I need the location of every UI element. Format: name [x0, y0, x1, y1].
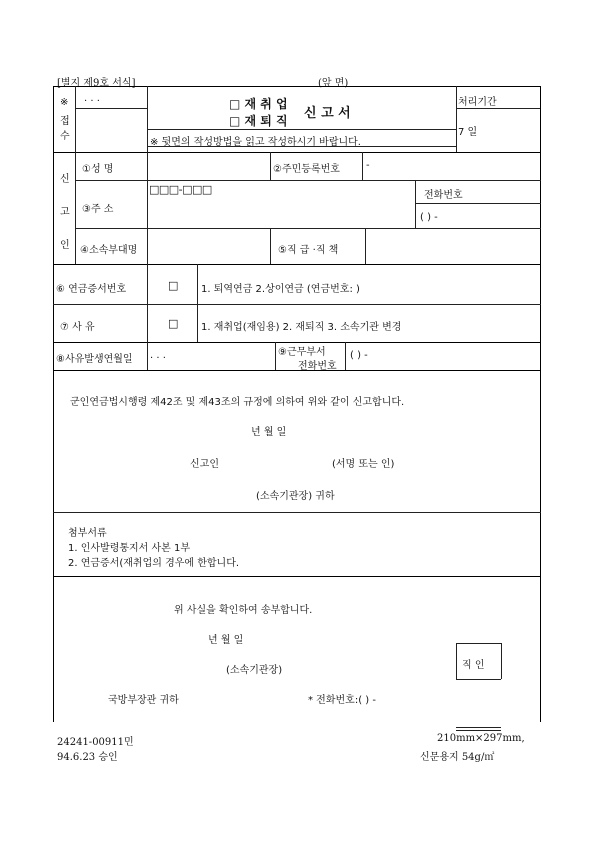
occurrence-date-field[interactable]: . . .: [150, 350, 166, 361]
reporter-label: 신고인: [190, 459, 219, 470]
title-option-reemployment[interactable]: □ 재 취 업: [229, 97, 288, 111]
pension-options[interactable]: 1. 퇴역연금 2.상이연금 (연금번호: ): [201, 284, 360, 295]
rank-field[interactable]: [368, 231, 538, 261]
form-code: 24241-00911민: [57, 737, 134, 748]
rrn-field[interactable]: -: [366, 160, 370, 171]
unit-label: ④소속부대명: [80, 245, 138, 256]
confirmation-date[interactable]: 년 월 일: [208, 635, 244, 646]
attachment-item-2: 2. 연금증서(재취업의 경우에 한합니다.: [68, 558, 240, 569]
paper-type: 신문용지 54g/㎡: [420, 752, 495, 763]
pension-checkbox[interactable]: □: [168, 279, 179, 292]
form-number: [별지 제9호 서식]: [57, 78, 136, 89]
official-seal-box[interactable]: 직 인: [462, 660, 485, 671]
reason-options[interactable]: 1. 재취업(재임용) 2. 재퇴직 3. 소속기관 변경: [201, 322, 402, 333]
office-phone-label-1: ⑨근무부서: [278, 347, 326, 358]
applicant-side-label-2: 고: [60, 207, 70, 218]
signature-label[interactable]: (서명 또는 인): [332, 459, 395, 470]
pension-label: ⑥ 연금증서번호: [56, 284, 127, 295]
title-option-reretirement[interactable]: □ 재 퇴 직: [229, 114, 288, 128]
declaration-statement: 군인연금법시행령 제42조 및 제43조의 규정에 의하여 위와 같이 신고합니다.: [70, 397, 405, 408]
paper-size: 210mm×297mm,: [437, 733, 525, 744]
phone-field[interactable]: ( ) -: [420, 212, 438, 223]
reason-label: ⑦ 사 유: [60, 322, 95, 333]
occurrence-date-label: ⑧사유발생연월일: [56, 354, 133, 365]
confirmation-addressee: 국방부장관 귀하: [108, 695, 179, 706]
attachments-title: 첨부서류: [68, 528, 107, 539]
reason-checkbox[interactable]: □: [168, 317, 179, 330]
title-note: ※ 뒷면의 작성방법을 읽고 작성하시기 바랍니다.: [150, 137, 361, 148]
address-label: ③주 소: [82, 204, 114, 215]
name-label: ①성 명: [82, 164, 114, 175]
office-phone-label-2: 전화번호: [298, 361, 337, 372]
confirmation-phone[interactable]: * 전화번호:( ) -: [308, 695, 376, 706]
applicant-side-label-3: 인: [60, 240, 70, 251]
unit-field[interactable]: [150, 231, 268, 261]
declaration-date[interactable]: 년 월 일: [251, 427, 287, 438]
receipt-label-2: 수: [60, 131, 70, 142]
agency-head-label: (소속기관장): [226, 665, 283, 676]
receipt-label-1: 접: [60, 116, 70, 127]
approval-date: 94.6.23 승인: [57, 752, 118, 763]
page-side-label: (앞 면): [318, 78, 349, 89]
rrn-label: ②주민등록번호: [273, 164, 340, 175]
postal-code-boxes[interactable]: □□□-□□□: [149, 183, 212, 196]
applicant-side-label-1: 신: [60, 174, 70, 185]
attachment-item-1: 1. 인사발령통지서 사본 1부: [68, 543, 191, 554]
processing-period-label: 처리기간: [458, 97, 497, 108]
rank-label: ⑤직 급 ·직 책: [278, 245, 339, 256]
declaration-addressee: (소속기관장) 귀하: [256, 491, 335, 502]
office-phone-field[interactable]: ( ) -: [350, 350, 368, 361]
phone-label: 전화번호: [424, 190, 463, 201]
confirmation-statement: 위 사실을 확인하여 송부합니다.: [174, 605, 313, 616]
processing-period-value: 7 일: [458, 127, 478, 138]
receipt-mark: ※: [60, 97, 69, 108]
name-field[interactable]: [150, 155, 268, 177]
receipt-date[interactable]: . . .: [84, 93, 100, 104]
title-main: 신 고 서: [304, 106, 351, 121]
